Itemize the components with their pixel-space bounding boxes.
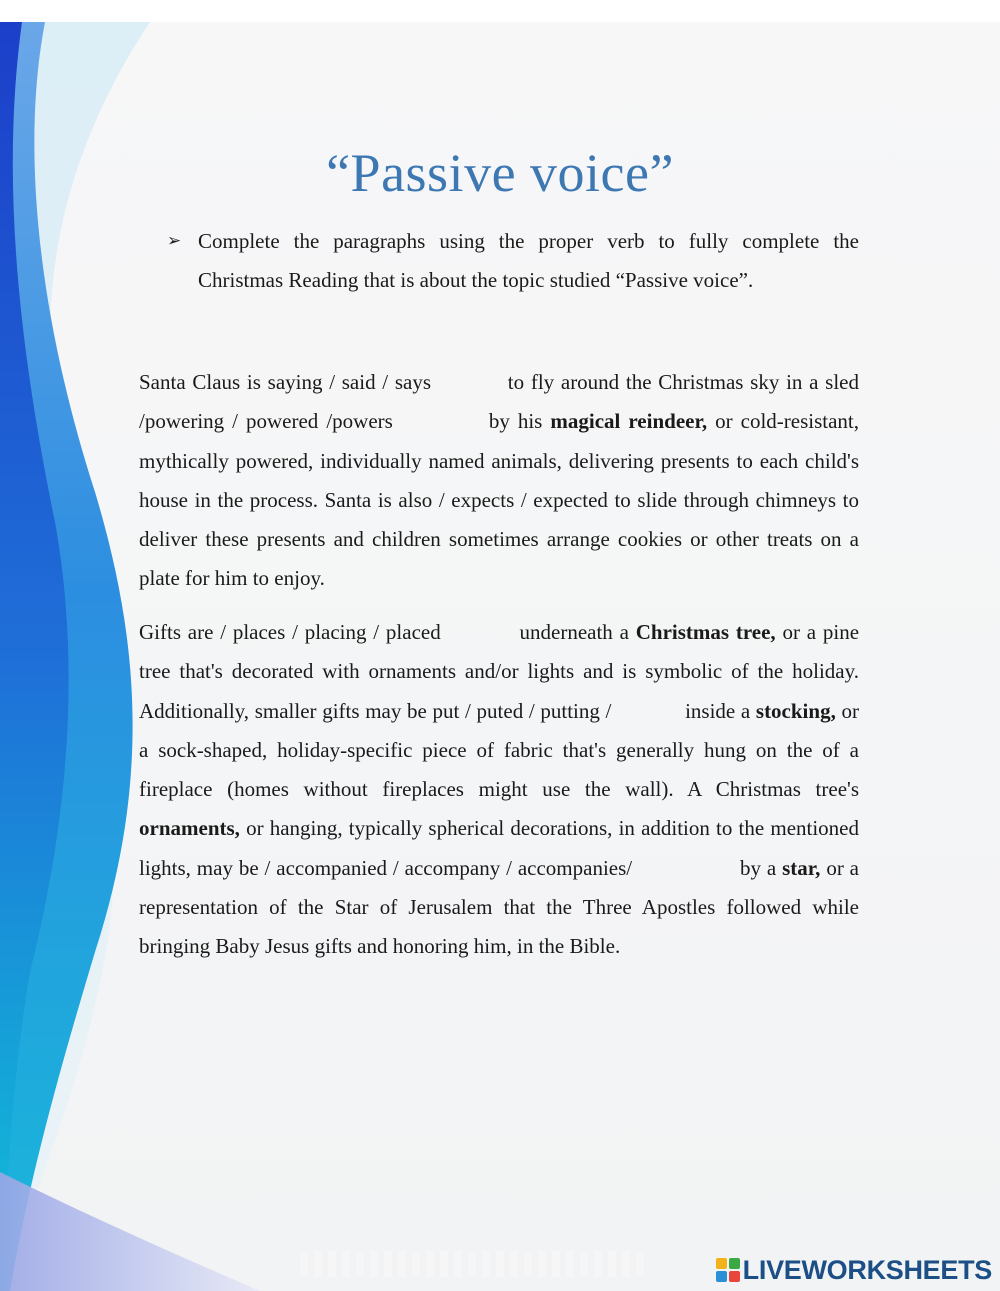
bold-term: Christmas tree, xyxy=(635,620,776,644)
paragraph2-text: by a xyxy=(740,855,777,880)
page-title: “Passive voice” xyxy=(326,143,674,203)
wave-bottom xyxy=(0,1172,260,1291)
paragraph2-text: or hanging, typically spherical decorations, in addition to the mentioned lights, may be / accompanied / accompany / accompanies/ xyxy=(139,816,859,880)
paragraph1-text: by his xyxy=(488,409,543,434)
instruction-text: Complete the paragraphs using the proper verb to fully complete the Christmas Reading that is about the topic studied “Passive voice”. xyxy=(198,229,859,292)
brand-name: LIVEWORKSHEETS xyxy=(742,1254,992,1285)
bold-term: stocking, xyxy=(755,698,836,723)
worksheet-page xyxy=(0,22,1000,1291)
paragraph1-text: or cold-resistant, mythically powered, individually named animals, delivering presents to each child's house in the process. Santa is also / expects / expected to slide through chimneys to deliver these presents and children sometimes arrange cookies or other treats on a plate for him to enjoy. xyxy=(139,409,860,591)
liveworksheets-logo-icon xyxy=(716,1258,740,1282)
instruction xyxy=(167,222,859,300)
bold-term: ornaments, xyxy=(139,816,240,841)
paragraph1-text: Santa Claus is saying / said / says xyxy=(139,370,432,394)
arrow-bullet-icon: ➢ xyxy=(167,231,182,251)
faint-watermark xyxy=(300,1251,650,1277)
bold-term: magical reindeer, xyxy=(550,409,708,434)
paragraph2-text: Gifts are / places / placing / placed xyxy=(139,620,441,644)
bold-term: star, xyxy=(782,855,821,880)
paragraph2-text: underneath a xyxy=(519,620,629,644)
paragraph2-text: inside a xyxy=(685,698,751,723)
paragraph2-text: or a sock-shaped, holiday-specific piece of fabric that's generally hung on the of a fireplace (homes without fireplaces might use the wall). A Christmas tree's xyxy=(139,698,859,802)
paragraph2-text: or a representation of the Star of Jerusalem that the Three Apostles followed while bringing Baby Jesus gifts and honoring him, in the Bible. xyxy=(139,855,860,959)
paragraph-santa xyxy=(139,363,859,599)
liveworksheets-brand[interactable] xyxy=(716,1255,992,1285)
paragraph1-text: to fly around the Christmas sky in a sled /powering / powered /powers xyxy=(139,370,859,434)
paragraph-gifts xyxy=(139,613,859,967)
paragraph2-text: or a pine tree that's decorated with ornaments and/or lights and is symbolic of the holiday. Additionally, smaller gifts may be put / puted / putting / xyxy=(139,620,860,723)
